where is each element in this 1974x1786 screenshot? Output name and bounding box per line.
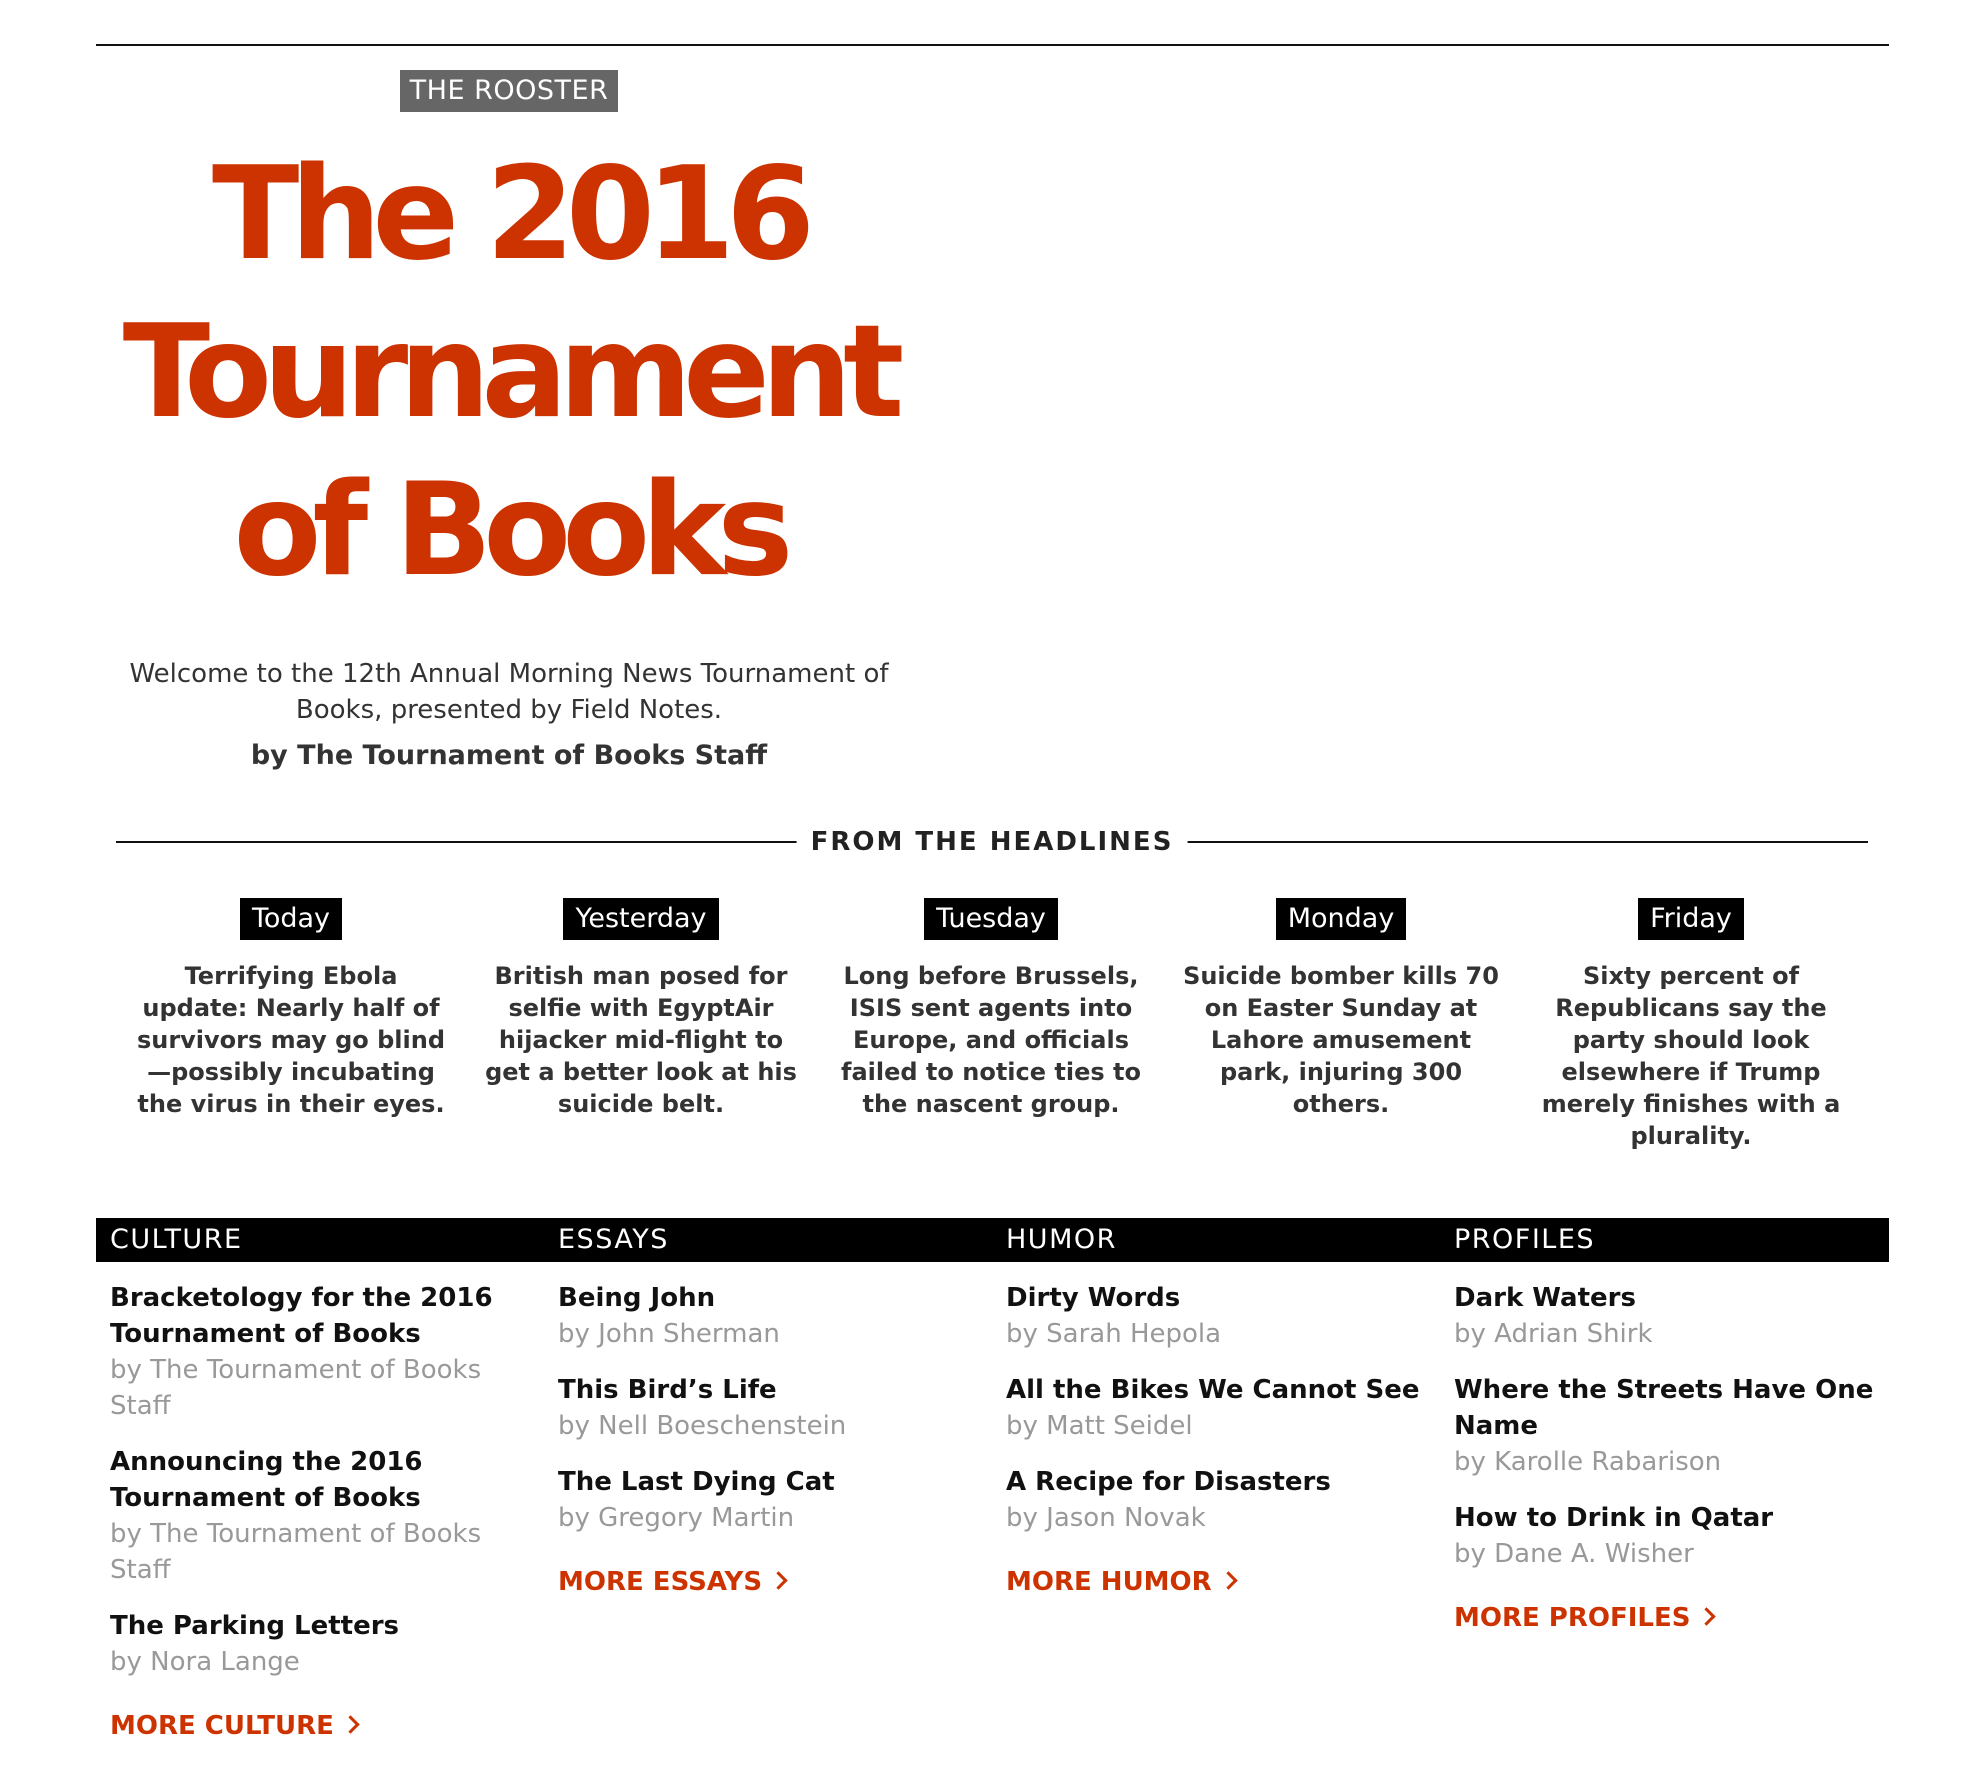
more-humor-link[interactable] [1006, 1564, 1428, 1600]
headline-item [816, 898, 1166, 1152]
sections [96, 1280, 1889, 1744]
story-item [110, 1444, 532, 1588]
story-item [558, 1280, 980, 1352]
story-title-link[interactable]: A Recipe for Disasters [1006, 1467, 1331, 1497]
chevron-right-icon [769, 1571, 787, 1589]
story-title-link[interactable]: The Last Dying Cat [558, 1467, 835, 1497]
day-tag: Yesterday [563, 898, 718, 940]
story-item [558, 1464, 980, 1536]
sections-header-bar [96, 1218, 1889, 1262]
day-tag: Monday [1276, 898, 1407, 940]
section-essays [544, 1280, 992, 1744]
chevron-right-icon [341, 1715, 359, 1733]
more-profiles-link[interactable] [1454, 1600, 1876, 1636]
more-culture-label: MORE CULTURE [110, 1711, 334, 1741]
story-item [1006, 1372, 1428, 1444]
story-byline[interactable]: by The Tournament of Books Staff [110, 1519, 482, 1585]
rooster-kicker[interactable]: THE ROOSTER [400, 70, 619, 112]
story-title-link[interactable]: This Bird’s Life [558, 1375, 777, 1405]
hero-byline[interactable]: by The Tournament of Books Staff [250, 740, 768, 771]
story-title-link[interactable]: Where the Streets Have One Name [1454, 1375, 1874, 1441]
headline-link[interactable]: British man posed for selfie with EgyptAir hijacker mid-flight to get a better look at his suicide belt. [485, 962, 797, 1118]
section-culture [96, 1280, 544, 1744]
story-title-link[interactable]: Dirty Words [1006, 1283, 1181, 1313]
day-tag: Tuesday [924, 898, 1058, 940]
section-profiles [1440, 1280, 1888, 1744]
headlines-label: FROM THE HEADLINES [797, 822, 1188, 862]
story-byline[interactable]: by Nora Lange [110, 1647, 300, 1677]
section-humor [992, 1280, 1440, 1744]
story-title-link[interactable]: Announcing the 2016 Tournament of Books [110, 1447, 423, 1513]
headline-link[interactable]: Suicide bomber kills 70 on Easter Sunday at Lahore amusement park, injuring 300 others. [1183, 962, 1499, 1118]
headlines-list [116, 898, 1868, 1152]
hero-title-line-1[interactable]: The 2016 [211, 140, 807, 289]
more-essays-label: MORE ESSAYS [558, 1567, 763, 1597]
headlines-header [116, 822, 1868, 862]
story-byline[interactable]: by Dane A. Wisher [1454, 1539, 1694, 1569]
hero-dek: Welcome to the 12th Annual Morning News Tournament of Books, presented by Field Notes. [129, 659, 889, 725]
story-byline[interactable]: by Karolle Rabarison [1454, 1447, 1722, 1477]
more-humor-label: MORE HUMOR [1006, 1567, 1212, 1597]
hero-title-line-3[interactable]: of Books [233, 456, 785, 605]
story-title-link[interactable]: Dark Waters [1454, 1283, 1636, 1313]
headline-item [116, 898, 466, 1152]
top-rule [96, 44, 1889, 46]
from-the-headlines [116, 822, 1868, 1152]
story-byline[interactable]: by Jason Novak [1006, 1503, 1206, 1533]
page [96, 0, 1889, 1786]
hero [96, 70, 922, 774]
more-profiles-label: MORE PROFILES [1454, 1603, 1691, 1633]
story-byline[interactable]: by Gregory Martin [558, 1503, 795, 1533]
section-heading-culture[interactable]: CULTURE [110, 1224, 243, 1255]
story-byline[interactable]: by The Tournament of Books Staff [110, 1355, 482, 1421]
headline-item [1516, 898, 1866, 1152]
day-tag: Today [240, 898, 342, 940]
hero-title[interactable] [96, 136, 922, 610]
story-byline[interactable]: by Nell Boeschenstein [558, 1411, 847, 1441]
story-title-link[interactable]: All the Bikes We Cannot See [1006, 1375, 1420, 1405]
story-item [1454, 1500, 1876, 1572]
headline-link[interactable]: Long before Brussels, ISIS sent agents into Europe, and officials failed to notice ties to the nascent group. [841, 962, 1141, 1118]
story-item [558, 1372, 980, 1444]
hero-title-line-2[interactable]: Tournament [122, 298, 896, 447]
chevron-right-icon [1219, 1571, 1237, 1589]
story-item [110, 1608, 532, 1680]
story-title-link[interactable]: The Parking Letters [110, 1611, 400, 1641]
story-title-link[interactable]: Bracketology for the 2016 Tournament of Books [110, 1283, 493, 1349]
story-byline[interactable]: by Adrian Shirk [1454, 1319, 1653, 1349]
more-culture-link[interactable] [110, 1708, 532, 1744]
story-byline[interactable]: by Sarah Hepola [1006, 1319, 1222, 1349]
story-item [1006, 1280, 1428, 1352]
story-byline[interactable]: by John Sherman [558, 1319, 780, 1349]
headline-link[interactable]: Sixty percent of Republicans say the party should look elsewhere if Trump merely finishes with a plurality. [1541, 962, 1841, 1150]
story-item [110, 1280, 532, 1424]
story-item [1454, 1280, 1876, 1352]
chevron-right-icon [1698, 1607, 1716, 1625]
headline-link[interactable]: Terrifying Ebola update: Nearly half of survivors may go blind—possibly incubating the virus in their eyes. [136, 962, 446, 1118]
day-tag: Friday [1638, 898, 1744, 940]
section-heading-profiles[interactable]: PROFILES [1454, 1224, 1596, 1255]
story-title-link[interactable]: How to Drink in Qatar [1454, 1503, 1774, 1533]
section-heading-humor[interactable]: HUMOR [1006, 1224, 1117, 1255]
story-byline[interactable]: by Matt Seidel [1006, 1411, 1193, 1441]
headline-item [1166, 898, 1516, 1152]
more-essays-link[interactable] [558, 1564, 980, 1600]
story-item [1006, 1464, 1428, 1536]
story-title-link[interactable]: Being John [558, 1283, 716, 1313]
story-item [1454, 1372, 1876, 1480]
section-heading-essays[interactable]: ESSAYS [558, 1224, 669, 1255]
headline-item [466, 898, 816, 1152]
